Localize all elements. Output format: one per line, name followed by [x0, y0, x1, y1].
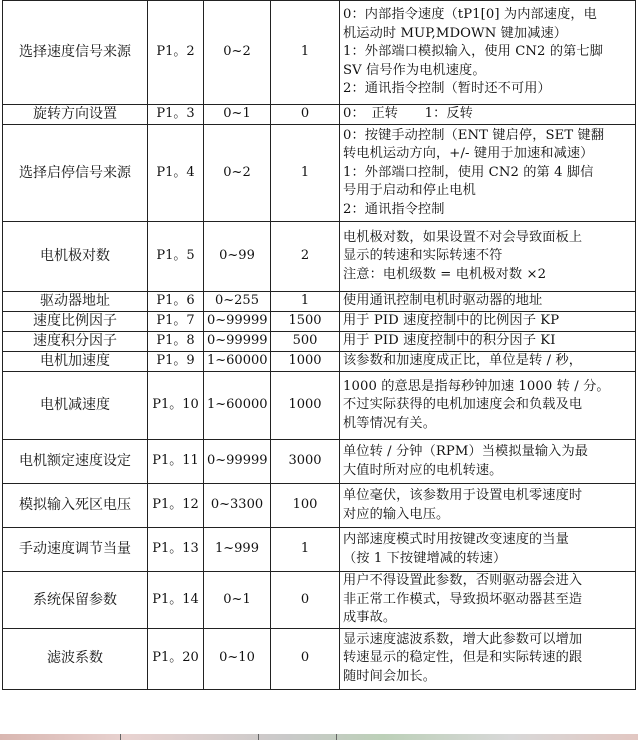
description-line: 转电机运动方向，+/- 键用于加速和减速）	[343, 146, 594, 162]
param-description	[340, 484, 636, 528]
table-row	[3, 440, 636, 484]
table-row	[3, 1, 636, 105]
param-default: 1	[271, 1, 340, 105]
param-description	[340, 292, 636, 312]
param-name: 选择启停信号来源	[3, 125, 148, 222]
param-description	[340, 1, 636, 105]
table-row	[3, 372, 636, 440]
param-default: 0	[271, 628, 340, 689]
param-name: 电机额定速度设定	[3, 440, 148, 484]
param-code: P1。2	[148, 1, 204, 105]
description-line: 号用于启动和停止电机	[343, 183, 476, 199]
param-description	[340, 440, 636, 484]
description-line: 单位毫伏，该参数用于设置电机零速度时	[343, 488, 583, 503]
param-range: 0~255	[204, 292, 271, 312]
param-default: 0	[271, 105, 340, 125]
description-line: 1000 的意思是指每秒钟加速 1000 转 / 分。	[343, 378, 610, 394]
parameter-table-body	[3, 1, 636, 690]
description-line: 用户不得设置此参数，否则驱动器会进入	[343, 573, 583, 588]
param-description	[340, 628, 636, 689]
description-line: 显示速度滤波系数，增大此参数可以增加	[343, 631, 583, 647]
param-default: 500	[271, 332, 340, 352]
param-range: 1~60000	[204, 372, 271, 440]
param-description	[340, 528, 636, 572]
param-code: P1。11	[148, 440, 204, 484]
param-range: 0~10	[204, 628, 271, 689]
param-name: 电机减速度	[3, 372, 148, 440]
description-line: 1：外部端口模拟输入，使用 CN2 的第七脚	[343, 44, 603, 60]
param-code: P1。20	[148, 628, 204, 689]
param-range: 1~60000	[204, 352, 271, 372]
description-line: （按 1 下按键增减的转速）	[343, 550, 507, 566]
param-code: P1。7	[148, 312, 204, 332]
param-description	[340, 105, 636, 125]
param-code: P1。3	[148, 105, 204, 125]
bottom-edge-strip	[0, 734, 638, 740]
param-default: 3000	[271, 440, 340, 484]
param-description	[340, 222, 636, 292]
param-name: 选择速度信号来源	[3, 1, 148, 105]
table-row	[3, 125, 636, 222]
param-code: P1。8	[148, 332, 204, 352]
table-row	[3, 312, 636, 332]
param-range: 0~99999	[204, 312, 271, 332]
param-code: P1。6	[148, 292, 204, 312]
param-name: 系统保留参数	[3, 572, 148, 629]
param-name: 滤波系数	[3, 628, 148, 689]
param-description	[340, 352, 636, 372]
table-row	[3, 222, 636, 292]
table-row	[3, 628, 636, 689]
description-line: 不过实际获得的电机加速度会和负载及电	[343, 397, 583, 413]
description-line: 机运动时 MUP,MDOWN 键加减速）	[343, 25, 568, 41]
description-line: 转速显示的稳定性，但是和实际转速的跟	[343, 650, 583, 666]
param-name: 速度积分因子	[3, 332, 148, 352]
description-line: 随时间会加长。	[343, 668, 437, 684]
table-row	[3, 528, 636, 572]
table-row	[3, 352, 636, 372]
description-line: 成事故。	[343, 610, 397, 625]
param-code: P1。13	[148, 528, 204, 572]
param-description	[340, 312, 636, 332]
param-name: 电机极对数	[3, 222, 148, 292]
description-line: 注意：电机级数 = 电机极对数 ×2	[343, 266, 547, 282]
description-line: 用于 PID 速度控制中的积分因子 KI	[343, 333, 556, 349]
param-range: 0~3300	[204, 484, 271, 528]
description-line: 使用通讯控制电机时驱动器的地址	[343, 293, 543, 309]
param-range: 0~99999	[204, 440, 271, 484]
description-line: 大值时所对应的电机转速。	[343, 462, 503, 478]
param-range: 0~2	[204, 1, 271, 105]
table-row	[3, 332, 636, 352]
param-default: 1	[271, 292, 340, 312]
param-name: 电机加速度	[3, 352, 148, 372]
param-default: 100	[271, 484, 340, 528]
description-line: 对应的输入电压。	[343, 506, 450, 522]
description-line: 0： 正转 1：反转	[343, 106, 473, 122]
param-name: 速度比例因子	[3, 312, 148, 332]
param-name: 模拟输入死区电压	[3, 484, 148, 528]
param-code: P1。12	[148, 484, 204, 528]
parameter-table	[2, 0, 636, 690]
param-default: 1000	[271, 372, 340, 440]
table-row	[3, 572, 636, 629]
param-range: 0~99	[204, 222, 271, 292]
param-name: 手动速度调节当量	[3, 528, 148, 572]
table-row	[3, 292, 636, 312]
param-description	[340, 332, 636, 352]
description-line: 显示的转速和实际转速不符	[343, 248, 503, 264]
param-description	[340, 572, 636, 629]
param-default: 2	[271, 222, 340, 292]
description-line: 电机极对数，如果设置不对会导致面板上	[343, 229, 583, 245]
description-line: 非正常工作模式，导致损坏驱动器甚至造	[343, 591, 583, 607]
param-range: 1~999	[204, 528, 271, 572]
description-line: SV 信号作为电机速度。	[343, 62, 486, 78]
param-code: P1。4	[148, 125, 204, 222]
param-range: 0~2	[204, 125, 271, 222]
param-default: 1	[271, 125, 340, 222]
param-default: 1000	[271, 352, 340, 372]
param-name: 驱动器地址	[3, 292, 148, 312]
param-default: 0	[271, 572, 340, 629]
param-default: 1	[271, 528, 340, 572]
param-range: 0~1	[204, 572, 271, 629]
description-line: 用于 PID 速度控制中的比例因子 KP	[343, 313, 560, 329]
table-row	[3, 484, 636, 528]
table-row	[3, 105, 636, 125]
param-description	[340, 125, 636, 222]
description-line: 1：外部端口控制，使用 CN2 的第 4 脚信	[343, 164, 594, 180]
param-name: 旋转方向设置	[3, 105, 148, 125]
description-line: 内部速度模式时用按键改变速度的当量	[343, 532, 569, 547]
param-code: P1。10	[148, 372, 204, 440]
description-line: 单位转 / 分钟（RPM）当模拟量输入为最	[343, 444, 589, 459]
description-line: 机等情况有关。	[343, 415, 437, 431]
param-default: 1500	[271, 312, 340, 332]
param-code: P1。9	[148, 352, 204, 372]
param-range: 0~1	[204, 105, 271, 125]
description-line: 0：按键手动控制（ENT 键启停，SET 键翻	[343, 127, 605, 143]
description-line: 2：通讯指令控制	[343, 201, 445, 217]
param-description	[340, 372, 636, 440]
param-code: P1。14	[148, 572, 204, 629]
description-line: 0：内部指令速度（tP1[0] 为内部速度，电	[343, 7, 597, 23]
param-code: P1。5	[148, 222, 204, 292]
param-range: 0~99999	[204, 332, 271, 352]
description-line: 2：通讯指令控制（暂时还不可用）	[343, 81, 551, 97]
description-line: 该参数和加速度成正比，单位是转 / 秒，	[343, 353, 583, 369]
